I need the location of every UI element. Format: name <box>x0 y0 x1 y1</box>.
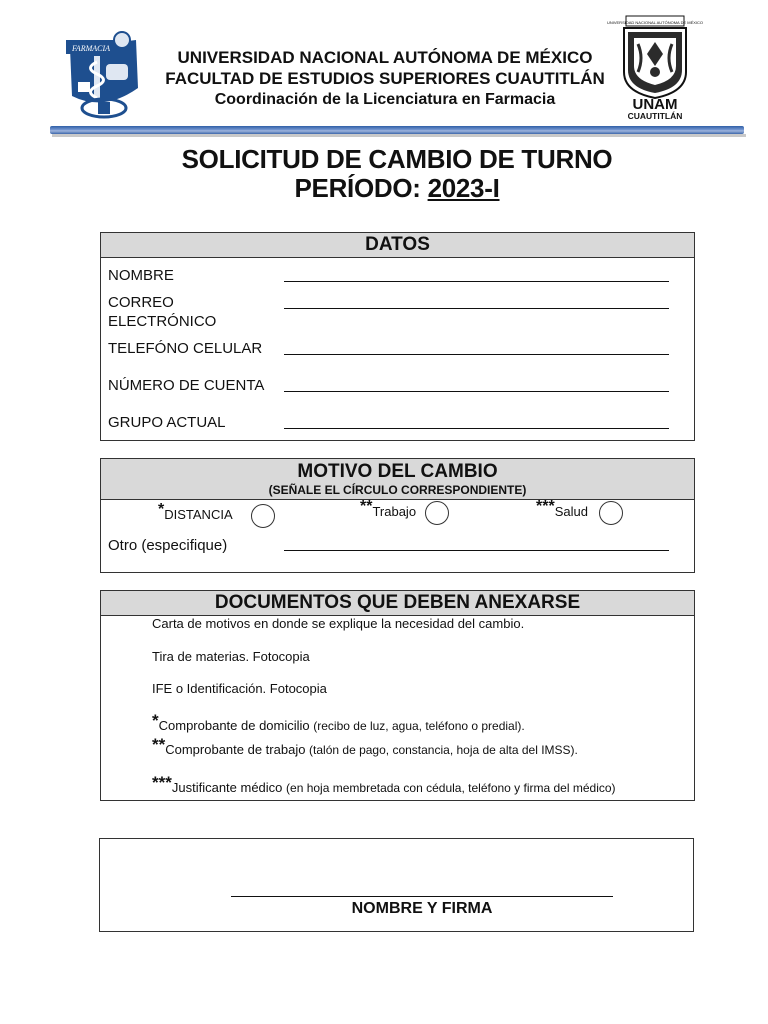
doc-item <box>152 713 525 734</box>
doc-item-stars: * <box>152 711 159 730</box>
option-trabajo <box>360 498 416 519</box>
header-rule-shadow <box>52 134 746 137</box>
telefono-label: TELEFÓNO CELULAR <box>108 340 263 357</box>
documentos-section <box>100 590 695 801</box>
motivo-section <box>100 458 695 573</box>
firma-section <box>99 838 694 932</box>
correo-field[interactable] <box>284 308 669 309</box>
period-line <box>100 174 694 203</box>
unam-logo <box>606 14 704 122</box>
nombre-field[interactable] <box>284 281 669 282</box>
doc-item-text: Tira de materias. Fotocopia <box>152 649 310 664</box>
datos-heading: DATOS <box>101 233 694 258</box>
option-trabajo-stars: ** <box>360 498 373 515</box>
doc-item-stars: ** <box>152 735 166 754</box>
cuenta-field[interactable] <box>284 391 669 392</box>
motivo-subheading: (SEÑALE EL CÍRCULO CORRESPONDIENTE) <box>268 483 527 497</box>
motivo-heading: MOTIVO DEL CAMBIO <box>297 461 498 482</box>
svg-text:UNIVERSIDAD NACIONAL AUTÓNOMA: UNIVERSIDAD NACIONAL AUTÓNOMA DE MÉXICO <box>606 20 704 25</box>
option-trabajo-label: Trabajo <box>372 504 417 519</box>
faculty-name: FACULTAD DE ESTUDIOS SUPERIORES CUAUTITLÁN <box>165 69 605 88</box>
form-title <box>100 145 694 203</box>
otro-label: Otro (especifique) <box>108 537 228 554</box>
nombre-label: NOMBRE <box>108 267 174 284</box>
university-name: UNIVERSIDAD NACIONAL AUTÓNOMA DE MÉXICO <box>177 48 593 67</box>
salud-radio[interactable] <box>599 501 623 525</box>
grupo-field[interactable] <box>284 428 669 429</box>
signature-line[interactable] <box>231 896 613 897</box>
option-salud-stars: *** <box>536 498 555 515</box>
svg-text:FARMACIA: FARMACIA <box>71 44 111 53</box>
distancia-radio[interactable] <box>251 504 275 528</box>
trabajo-radio[interactable] <box>425 501 449 525</box>
form-title-main: SOLICITUD DE CAMBIO DE TURNO <box>181 144 613 174</box>
header-rule <box>50 126 744 134</box>
period-label: PERÍODO: <box>294 173 428 203</box>
option-distancia-label: DISTANCIA <box>164 507 233 522</box>
institution-header <box>150 47 620 110</box>
doc-item-text: Comprobante de trabajo <box>165 742 310 757</box>
cuenta-label: NÚMERO DE CUENTA <box>108 377 265 394</box>
datos-section <box>100 232 695 441</box>
period-value: 2023-I <box>427 173 500 203</box>
documentos-heading: DOCUMENTOS QUE DEBEN ANEXARSE <box>101 591 694 616</box>
farmacia-logo <box>64 26 144 122</box>
motivo-header <box>101 459 694 500</box>
grupo-label: GRUPO ACTUAL <box>108 414 226 431</box>
doc-item <box>152 649 310 665</box>
option-salud <box>536 498 588 519</box>
option-distancia-stars: * <box>158 501 165 518</box>
signature-label: NOMBRE Y FIRMA <box>351 900 493 917</box>
coordination-name: Coordinación de la Licenciatura en Farmacia <box>214 91 556 108</box>
option-salud-label: Salud <box>554 504 588 519</box>
doc-item-text: Justificante médico <box>171 780 287 795</box>
doc-item <box>152 616 524 632</box>
doc-item <box>152 681 327 697</box>
doc-item-text: IFE o Identificación. Fotocopia <box>152 681 327 696</box>
doc-item-text: Comprobante de domicilio <box>158 718 314 733</box>
doc-item-note: (talón de pago, constancia, hoja de alta del IMSS). <box>309 743 578 757</box>
doc-item-text: Carta de motivos en donde se explique la necesidad del cambio. <box>152 616 525 631</box>
doc-item-note: (en hoja membretada con cédula, teléfono y firma del médico) <box>286 781 616 795</box>
doc-item-note: (recibo de luz, agua, teléfono o predial). <box>313 719 525 733</box>
doc-item-stars: *** <box>152 773 172 792</box>
svg-text:CUAUTITLÁN: CUAUTITLÁN <box>627 111 683 121</box>
telefono-field[interactable] <box>284 354 669 355</box>
doc-item <box>152 775 616 796</box>
correo-label: CORREO ELECTRÓNICO <box>108 294 217 330</box>
doc-item <box>152 737 578 758</box>
option-distancia <box>158 501 233 522</box>
otro-field[interactable] <box>284 550 669 551</box>
svg-text:UNAM: UNAM <box>632 96 678 113</box>
